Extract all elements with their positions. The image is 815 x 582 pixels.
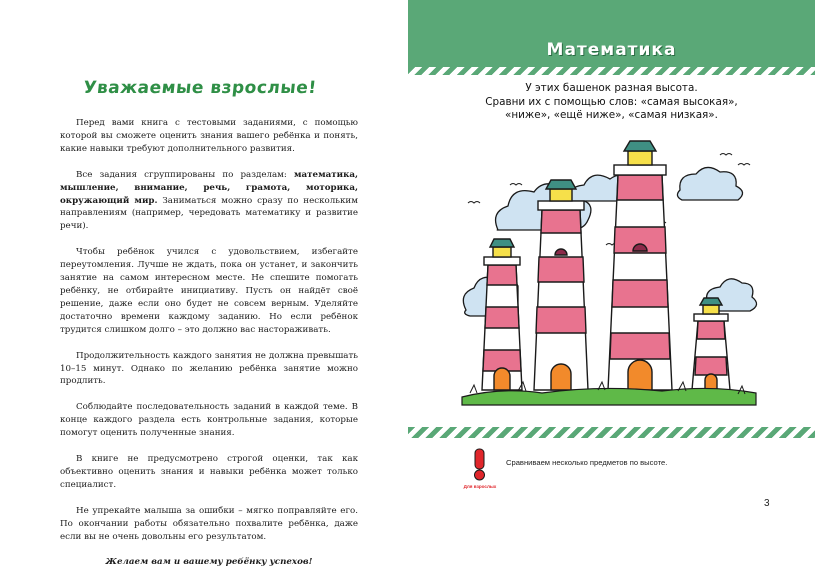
left-page	[0, 0, 400, 568]
lighthouse-icon	[608, 141, 672, 390]
paragraph-6: В книге не предусмотрено строгой оценки, так как объективно оценить знания и навыки ребёнка может только специалист.	[60, 454, 358, 490]
task-line-3: «ниже», «ещё ниже», «самая низкая».	[505, 109, 718, 121]
closing-wish: Желаем вам и вашему ребёнку успехов!	[105, 557, 313, 568]
paragraph-7: Не упрекайте малыша за ошибки – мягко поправляйте его. По окончании работы обязательно похвалите ребёнка, даже если вы не очень довольны его результатом.	[60, 505, 358, 542]
book-spine	[400, 0, 408, 540]
task-line-2: Сравни их с помощью слов: «самая высокая»,	[485, 95, 738, 108]
right-page	[408, 0, 815, 540]
footer-stripe	[408, 427, 815, 438]
intro-text	[60, 117, 358, 582]
paragraph-2: Все задания сгруппированы по разделам: математика, мышление, внимание, речь, грамота, моторика, окружающий мир. Заниматься можно сразу по нескольким направлениям (например, чередовать математику и развитие речи).	[60, 169, 358, 232]
lighthouse-icon	[482, 239, 522, 390]
banner-stripe	[408, 67, 815, 75]
exclamation-icon	[462, 447, 498, 491]
paragraph-3: Чтобы ребёнок учился с удовольствием, избегайте переутомления. Лучше не ждать, пока он устанет, и закончить занятие на самом интересном месте. Не спешите помогать ребёнку, не отбирайте инициативу. Пусть он найдёт своё решение, даже если оно будет не совсем верным. Уделяйте достаточно времени каждому заданию. Но если ребёнок трудится слишком долго – это должно вас настораживать.	[60, 247, 358, 335]
lighthouse-icon	[692, 298, 730, 390]
task-text	[438, 82, 785, 123]
task-line-1: У этих башенок разная высота.	[525, 82, 698, 94]
section-banner	[408, 0, 815, 67]
page-number: 3	[764, 498, 770, 509]
page-heading: Уважаемые взрослые!	[82, 78, 318, 98]
sections-list: математика, мышление, внимание, речь, грамота, моторика, окружающий мир.	[60, 169, 358, 206]
hint-badge: Для взрослых	[463, 484, 497, 489]
cloud-icon	[677, 167, 742, 200]
lighthouses-illustration	[458, 135, 758, 415]
paragraph-1: Перед вами книга с тестовыми заданиями, с помощью которой вы сможете оценить знания вашего ребёнка и понять, какие навыки требуют дополнительного развития.	[60, 118, 358, 154]
lighthouse-icon	[534, 180, 588, 390]
section-title: Математика	[546, 40, 677, 60]
hint-text: Сравниваем несколько предметов по высоте.	[506, 458, 668, 467]
paragraph-5: Соблюдайте последовательность заданий в каждой теме. В конце каждого раздела есть контрольные задания, которые помогут оценить полученные знания.	[60, 402, 358, 439]
paragraph-4: Продолжительность каждого занятия не должна превышать 10–15 минут. Однако по желанию ребёнка занятие можно продлить.	[60, 350, 358, 387]
